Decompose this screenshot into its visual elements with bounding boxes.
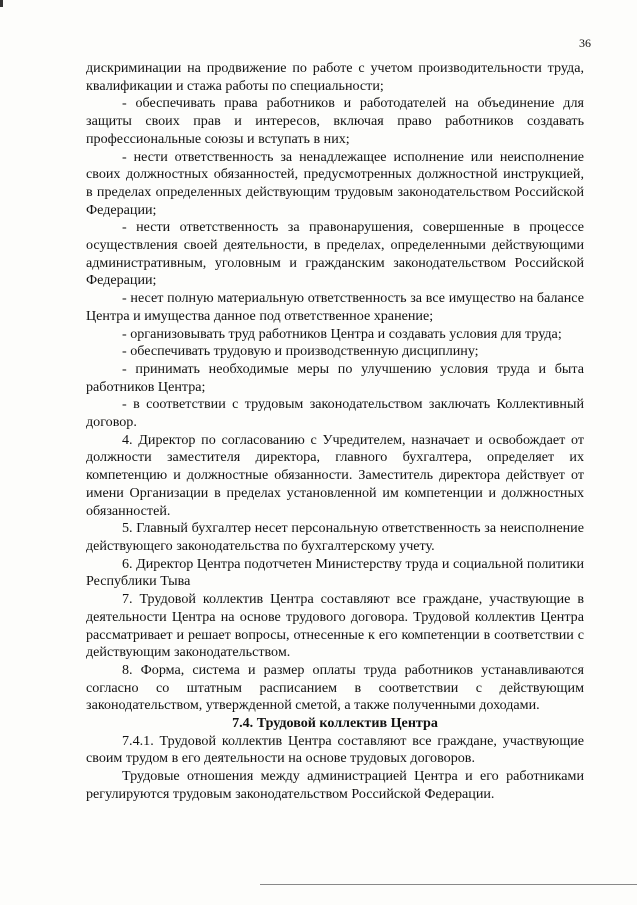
paragraph-labor-collective: 7. Трудовой коллектив Центра составляют все граждане, участвующие в деятельности Центра на основе трудового договора. Трудовой коллектив Центра рассматривает и решает вопросы, отнесенные к его компетенции в соответствии с действующим законодательством. [86,591,584,661]
list-item-material-liability: - несет полную материальную ответственность за все имущество на балансе Центра и имущества данное под ответственное хранение; [86,290,584,324]
list-item-responsibility-duties: - нести ответственность за ненадлежащее исполнение или неисполнение своих должностных обязанностей, предусмотренных должностной инструкцией, в пределах определенных действующим трудовым законодательством Российской Федерации; [86,148,584,218]
paragraph-payment-system: 8. Форма, система и размер оплаты труда работников устанавливаются согласно со штатным расписанием в соответствии с действующим законодательством, утвержденной сметой, а также полученными доходами. [86,661,584,714]
bottom-rule [260,884,637,885]
paragraph-director-accountability: 6. Директор Центра подотчетен Министерству труда и социальной политики Республики Тыва [86,555,584,590]
paragraph-continuation: дискриминации на продвижение по работе с учетом производительности труда, квалификации и стажа работы по специальности; [86,60,584,94]
scan-corner-mark [0,0,3,7]
list-item-discipline: - обеспечивать трудовую и производственную дисциплину; [122,343,479,360]
section-paragraph-741: 7.4.1. Трудовой коллектив Центра составляют все граждане, участвующие своим трудом в его деятельности на основе трудовых договоров. [86,732,584,767]
list-item-rights-association: - обеспечивать права работников и работодателей на объединение для защиты своих прав и интересов, включая право работников создавать профессиональные союзы и вступать в них; [86,95,584,147]
page-number: 36 [579,36,591,50]
paragraph-chief-accountant: 5. Главный бухгалтер несет персональную ответственность за неисполнение действующего законодательства по бухгалтерскому учету. [86,520,584,554]
document-body [86,60,584,804]
paragraph-director-appointments: 4. Директор по согласованию с Учредителем, назначает и освобождает от должности заместителя директора, главного бухгалтера, определяет их компетенцию и должностные обязанности. Заместитель директора действует от имени Организации в пределах установленной им компетенции и должностных обязанностей. [86,431,584,519]
list-item-responsibility-offenses: - нести ответственность за правонарушения, совершенные в процессе осуществления своей деятельности, в пределах, определенными действующими административным, уголовным и гражданским законодательством Российской Федерации; [86,219,584,289]
list-item-improve-conditions: - принимать необходимые меры по улучшению условия труда и быта работников Центра; [86,360,584,395]
section-paragraph-labor-relations: Трудовые отношения между администрацией Центра и его работниками регулируются трудовым законодательством Российской Федерации. [86,768,584,802]
list-item-organize-work: - организовывать труд работников Центра и создавать условия для труда; [122,325,562,342]
list-item-collective-agreement: - в соответствии с трудовым законодательством заключать Коллективный договор. [86,396,584,431]
section-heading: 7.4. Трудовой коллектив Центра [232,715,438,732]
